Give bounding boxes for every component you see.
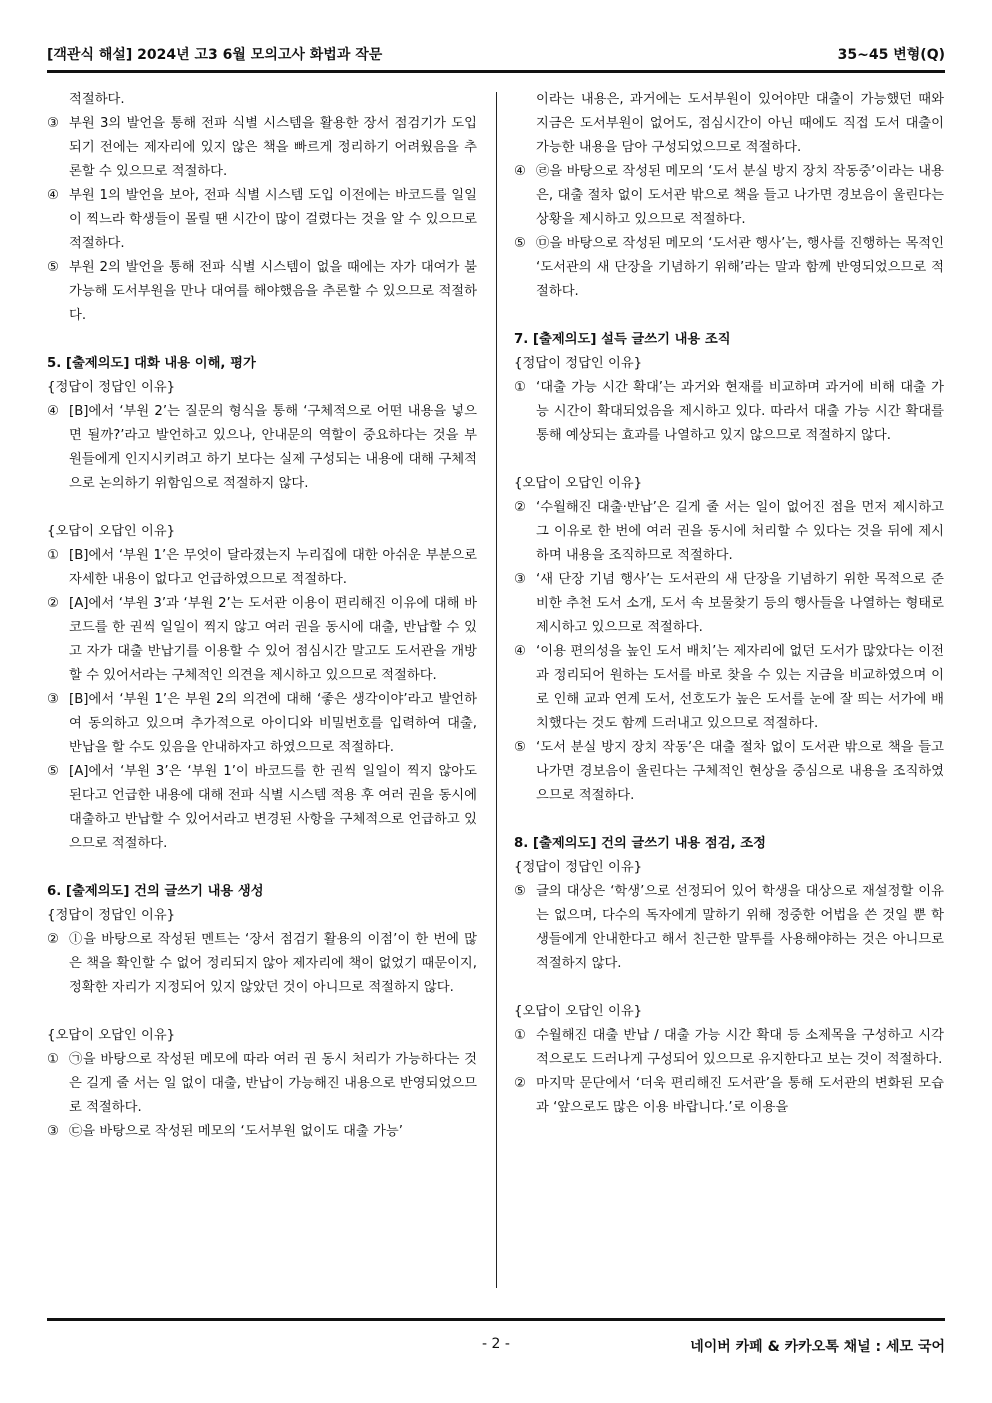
answer-item (47, 112, 477, 184)
item-text: ‘대출 가능 시간 확대’는 과거와 현재를 비교하며 과거에 비해 대출 가능 시간이 확대되었음을 제시하고 있다. 따라서 대출 가능 시간 확대를 통해 예상되는 효과를 나열하고 있지 않으므로 적절하지 않다. (536, 380, 944, 443)
answer-item (47, 544, 477, 592)
item-number: ⑤ (514, 884, 526, 899)
footer-channel: 네이버 카페 & 카카오톡 채널 : 세모 국어 (690, 1339, 945, 1355)
page-header (47, 44, 945, 68)
answer-item (514, 1024, 944, 1072)
item-number: ② (47, 596, 59, 611)
item-number: ④ (47, 188, 59, 203)
item-text: ‘새 단장 기념 행사’는 도서관의 새 단장을 기념하기 위한 목적으로 준비한 추천 도서 소개, 도서 속 보물찾기 등의 행사들을 나열하는 형태로 제시하고 있으므로 적절하다. (536, 572, 944, 635)
item-text: ㉤을 바탕으로 작성된 메모의 ‘도서관 행사’는, 행사를 진행하는 목적인 ‘도서관의 새 단장을 기념하기 위해’라는 말과 함께 반영되었으므로 적절하다. (536, 236, 944, 299)
item-text: ⓛ을 바탕으로 작성된 멘트는 ‘장서 점검기 활용의 이점’이 한 번에 많은 책을 확인할 수 없어 정리되지 않아 제자리에 책이 없었기 때문이지, 정확한 자리가 지정되어 있지 않았던 것이 아니므로 적절하지 않다. (69, 932, 477, 995)
item-text: 부원 1의 발언을 보아, 전파 식별 시스템 도입 이전에는 바코드를 일일이 찍느라 학생들이 몰릴 땐 시간이 많이 걸렸다는 것을 알 수 있으므로 적절하다. (69, 188, 477, 251)
answer-item (514, 376, 944, 448)
answer-item (514, 880, 944, 976)
item-text: [A]에서 ‘부원 3’은 ‘부원 1’이 바코드를 한 권씩 일일이 찍지 않아도 된다고 언급한 내용에 대해 전파 식별 시스템 적용 후 여러 권을 동시에 대출하고 반납할 수 있어서라고 변경된 사항을 구체적으로 언급하고 있으므로 적절하다. (69, 764, 477, 851)
spacer (514, 304, 944, 328)
item-number: ⑤ (47, 764, 59, 779)
item-text: [B]에서 ‘부원 1’은 무엇이 달라졌는지 누리집에 대한 아쉬운 부분으로 자세한 내용이 없다고 언급하였으므로 적절하다. (69, 548, 477, 587)
reason-label: {정답이 정답인 이유} (514, 860, 643, 875)
item-number: ② (514, 500, 526, 515)
item-number: ② (514, 1076, 526, 1091)
reason-label: {오답이 오답인 이유} (514, 1004, 643, 1019)
item-text: 마지막 문단에서 ‘더욱 편리해진 도서관’을 통해 도서관의 변화된 모습과 ‘앞으로도 많은 이용 바랍니다.’로 이용을 (536, 1076, 944, 1115)
answer-item (514, 736, 944, 808)
answer-item (514, 640, 944, 736)
footer-rule (47, 1318, 945, 1321)
page-number: - 2 - (482, 1336, 510, 1352)
left-column (47, 88, 477, 1144)
item-number: ③ (47, 692, 59, 707)
item-text: ㉣을 바탕으로 작성된 메모의 ‘도서 분실 방지 장치 작동중’이라는 내용은, 대출 절차 없이 도서관 밖으로 책을 들고 나가면 경보음이 울린다는 상황을 제시하고 있으므로 적절하다. (536, 164, 944, 227)
right-column (514, 88, 944, 1120)
item-number: ① (47, 548, 59, 563)
item-text: ㉠을 바탕으로 작성된 메모에 따라 여러 권 동시 처리가 가능하다는 것은 길게 줄 서는 일 없이 대출, 반납이 가능해진 내용으로 반영되었으므로 적절하다. (69, 1052, 477, 1115)
section-heading: 5. [출제의도] 대화 내용 이해, 평가 (47, 356, 256, 371)
column-divider (496, 92, 497, 1288)
item-text: ㉢을 바탕으로 작성된 메모의 ‘도서부원 없이도 대출 가능’ (69, 1124, 403, 1139)
spacer (47, 856, 477, 880)
answer-item (514, 496, 944, 568)
item-text: ‘수월해진 대출·반납’은 길게 줄 서는 일이 없어진 점을 먼저 제시하고 그 이유로 한 번에 여러 권을 동시에 처리할 수 있다는 것을 뒤에 제시하며 내용을 조직하므로 적절하다. (536, 500, 944, 563)
answer-item (47, 688, 477, 760)
item-text: [B]에서 ‘부원 2’는 질문의 형식을 통해 ‘구체적으로 어떤 내용을 넣으면 될까?’라고 발언하고 있으나, 안내문의 역할이 중요하다는 것을 부원들에게 인지시키려고 하기 보다는 실제 구성되는 내용에 대해 구체적으로 논의하기 위함임으로 적절하지 않다. (69, 404, 477, 491)
item-text: ‘이용 편의성을 높인 도서 배치’는 제자리에 없던 도서가 많았다는 이전과 정리되어 원하는 도서를 바로 찾을 수 있는 지금을 비교하였으며 이로 인해 교과 연계 도서, 선호도가 높은 도서를 눈에 잘 띄는 서가에 배치했다는 것도 함께 드러내고 있으므로 적절하다. (536, 644, 944, 731)
answer-item (47, 1048, 477, 1120)
answer-item (47, 184, 477, 256)
spacer (514, 448, 944, 472)
spacer (47, 328, 477, 352)
reason-label: {정답이 정답인 이유} (514, 356, 643, 371)
item-number: ④ (514, 644, 526, 659)
item-number: ① (514, 380, 526, 395)
item-number: ④ (47, 404, 59, 419)
spacer (47, 1000, 477, 1024)
item-number: ⑤ (514, 236, 526, 251)
item-text: 글의 대상은 ‘학생’으로 선정되어 있어 학생을 대상으로 재설정할 이유는 없으며, 다수의 독자에게 말하기 위해 정중한 어법을 쓴 것일 뿐 학생들에게 안내한다고 해서 친근한 말투를 사용해야하는 것은 아니므로 적절하지 않다. (536, 884, 944, 971)
reason-label: {오답이 오답인 이유} (47, 524, 176, 539)
section-heading: 6. [출제의도] 건의 글쓰기 내용 생성 (47, 884, 264, 899)
answer-item (47, 1120, 477, 1144)
answer-item (47, 928, 477, 1000)
reason-label: {정답이 정답인 이유} (47, 380, 176, 395)
section-heading: 7. [출제의도] 설득 글쓰기 내용 조직 (514, 332, 731, 347)
item-number: ⑤ (514, 740, 526, 755)
answer-item (514, 232, 944, 304)
item-text: 부원 3의 발언을 통해 전파 식별 시스템을 활용한 장서 점검기가 도입되기 전에는 제자리에 있지 않은 책을 빠르게 정리하기 어려웠음을 추론할 수 있으므로 적절하다. (69, 116, 477, 179)
answer-item (47, 400, 477, 496)
answer-item (514, 160, 944, 232)
item-number: ② (47, 932, 59, 947)
item-number: ① (47, 1052, 59, 1067)
continued-text: 적절하다. (69, 92, 125, 107)
header-exam-range: 35~45 변형(Q) (837, 47, 945, 63)
item-number: ③ (47, 1124, 59, 1139)
continued-text: 이라는 내용은, 과거에는 도서부원이 있어야만 대출이 가능했던 때와 지금은 도서부원이 없어도, 점심시간이 아닌 때에도 직접 도서 대출이 가능한 내용을 담아 구성되었으므로 적절하다. (536, 92, 944, 155)
item-number: ① (514, 1028, 526, 1043)
item-number: ④ (514, 164, 526, 179)
item-text: [B]에서 ‘부원 1’은 부원 2의 의견에 대해 ‘좋은 생각이야’라고 발언하여 동의하고 있으며 추가적으로 아이디와 비밀번호를 입력하여 대출, 반납을 할 수도 있음을 안내하자고 하였으므로 적절하다. (69, 692, 477, 755)
answer-item (47, 760, 477, 856)
header-title: [객관식 해설] 2024년 고3 6월 모의고사 화법과 작문 (47, 47, 383, 63)
item-number: ⑤ (47, 260, 59, 275)
reason-label: {오답이 오답인 이유} (47, 1028, 176, 1043)
item-text: ‘도서 분실 방지 장치 작동’은 대출 절차 없이 도서관 밖으로 책을 들고 나가면 경보음이 울린다는 구체적인 현상을 중심으로 내용을 조직하였으므로 적절하다. (536, 740, 944, 803)
spacer (514, 976, 944, 1000)
item-number: ③ (514, 572, 526, 587)
item-text: 수월해진 대출 반납 / 대출 가능 시간 확대 등 소제목을 구성하고 시각적으로도 드러나게 구성되어 있으므로 유지한다고 보는 것이 적절하다. (536, 1028, 944, 1067)
section-heading: 8. [출제의도] 건의 글쓰기 내용 점검, 조정 (514, 836, 766, 851)
item-text: [A]에서 ‘부원 3’과 ‘부원 2’는 도서관 이용이 편리해진 이유에 대해 바코드를 한 권씩 일일이 찍지 않고 여러 권을 동시에 대출, 반납할 수 있고 자가 대출 반납기를 이용할 수 있어 점심시간 말고도 도서관을 개방할 수 있어서라는 구체적인 의견을 제시하고 있으므로 적절하다. (69, 596, 477, 683)
spacer (47, 496, 477, 520)
spacer (514, 808, 944, 832)
answer-item (47, 256, 477, 328)
item-text: 부원 2의 발언을 통해 전파 식별 시스템이 없을 때에는 자가 대여가 불가능해 도서부원을 만나 대여를 해야했음을 추론할 수 있으므로 적절하다. (69, 260, 477, 323)
answer-item (47, 592, 477, 688)
answer-item (514, 568, 944, 640)
item-number: ③ (47, 116, 59, 131)
reason-label: {오답이 오답인 이유} (514, 476, 643, 491)
header-rule (47, 70, 945, 73)
reason-label: {정답이 정답인 이유} (47, 908, 176, 923)
answer-item (514, 1072, 944, 1120)
